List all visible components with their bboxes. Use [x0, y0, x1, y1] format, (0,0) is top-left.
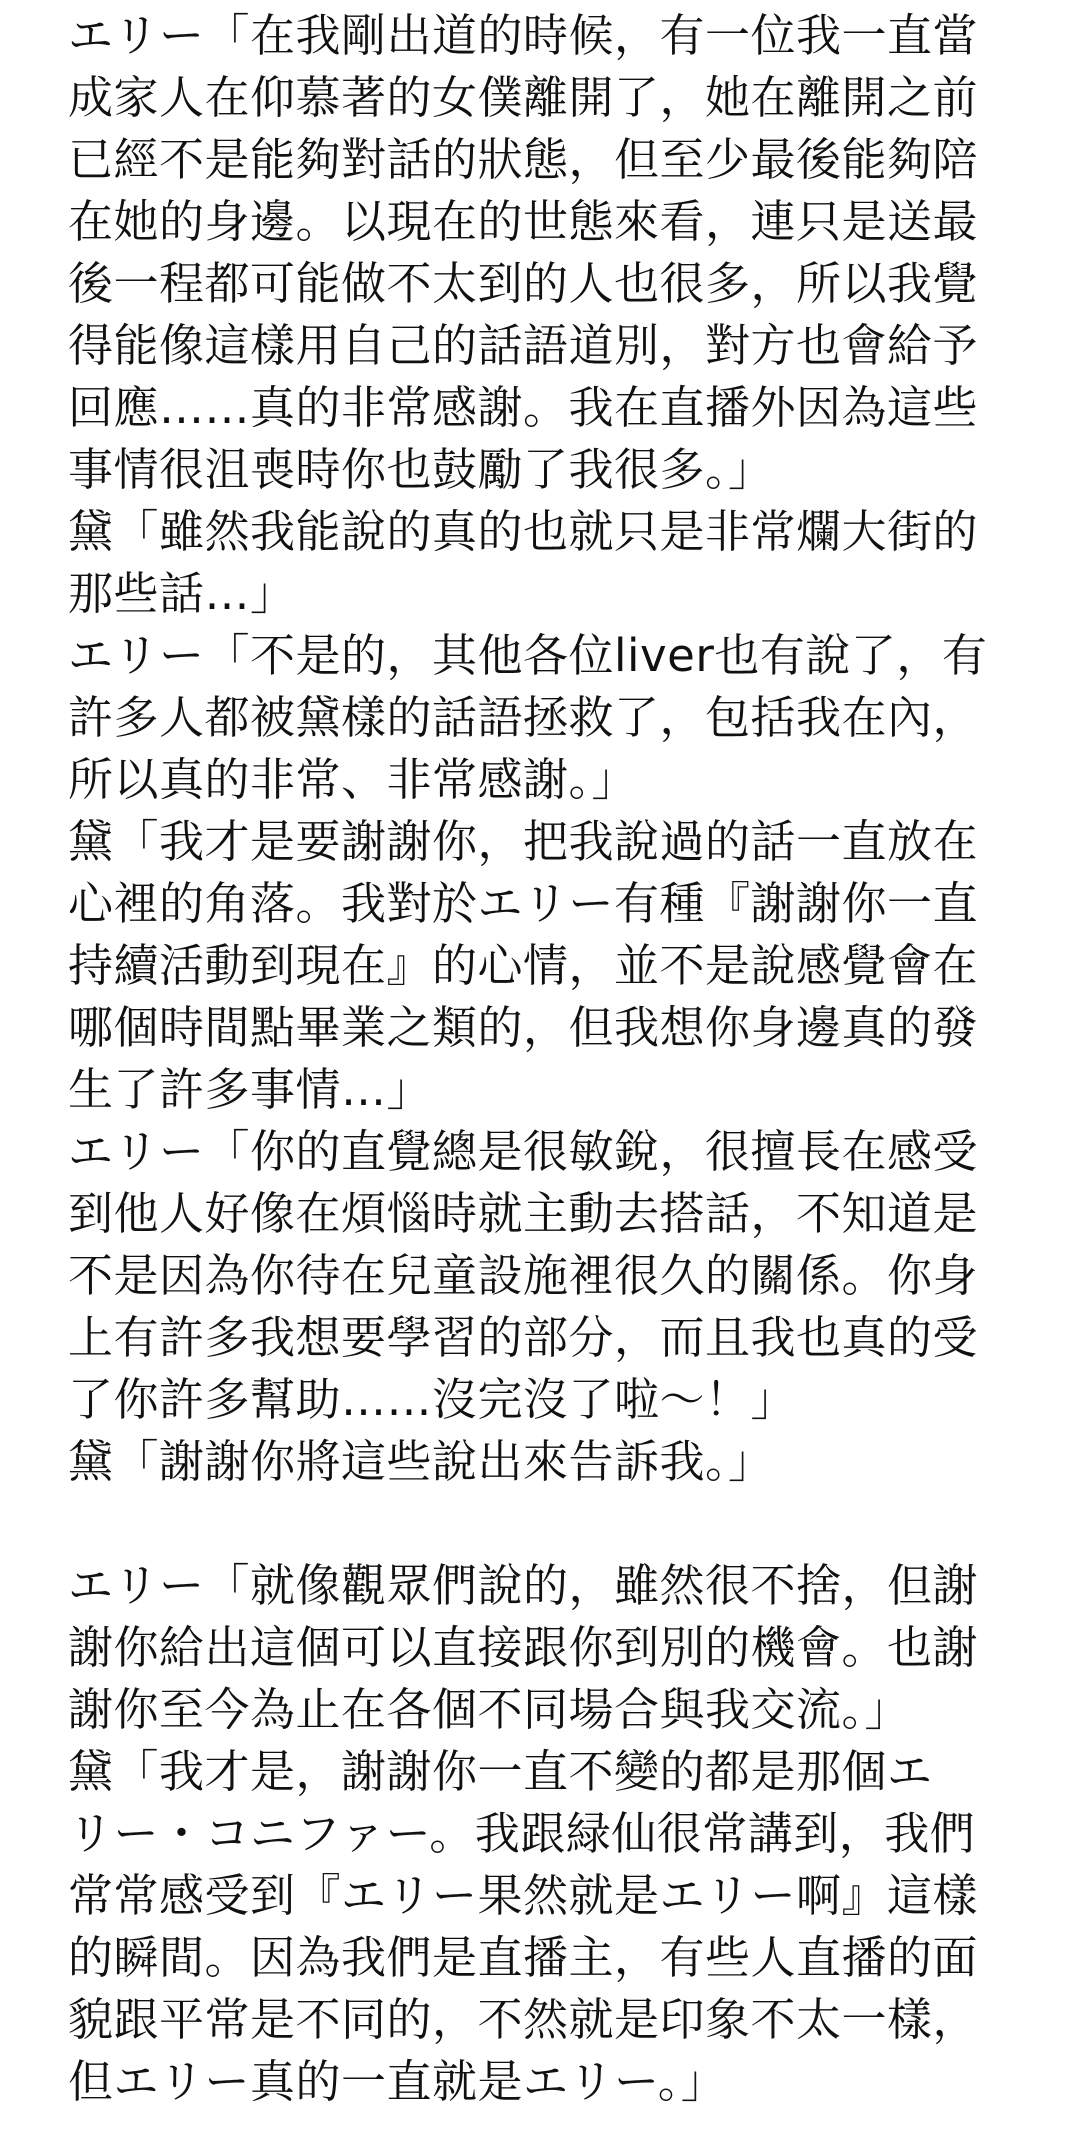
text-line: 成家人在仰慕著的女僕離開了，她在離開之前	[68, 71, 979, 124]
text-line: 常常感受到『エリー果然就是エリー啊』這樣	[68, 1869, 979, 1922]
text-line: 所以真的非常、非常感謝。」	[68, 753, 638, 806]
text-line: 心裡的角落。我對於エリー有種『謝謝你一直	[68, 877, 979, 930]
text-line: 但エリー真的一直就是エリー。」	[68, 2055, 727, 2108]
text-line: 了你許多幫助……沒完沒了啦～！」	[68, 1373, 797, 1426]
text-line: 黛「我才是，謝謝你一直不變的都是那個エ	[68, 1745, 933, 1798]
text-line: 那些話…」	[68, 567, 296, 620]
text-line: エリー「在我剛出道的時候，有一位我一直當	[68, 9, 979, 62]
text-line: 得能像這樣用自己的話語道別，對方也會給予	[68, 319, 979, 372]
text-line: 上有許多我想要學習的部分，而且我也真的受	[68, 1311, 979, 1364]
text-line: 事情很沮喪時你也鼓勵了我很多。」	[68, 443, 774, 496]
text-line: 生了許多事情…」	[68, 1063, 433, 1116]
text-line: 到他人好像在煩惱時就主動去搭話，不知道是	[68, 1187, 979, 1240]
text-line: 已經不是能夠對話的狀態，但至少最後能夠陪	[68, 133, 979, 186]
text-line: エリー「你的直覺總是很敏銳，很擅長在感受	[68, 1125, 979, 1178]
text-line: 黛「謝謝你將這些說出來告訴我。」	[68, 1435, 774, 1488]
text-line: 謝你至今為止在各個不同場合與我交流。」	[68, 1683, 911, 1736]
text-line: エリー「不是的，其他各位liver也有說了，有	[68, 629, 988, 682]
text-line: 謝你給出這個可以直接跟你到別的機會。也謝	[68, 1621, 979, 1674]
text-line: 持續活動到現在』的心情，並不是說感覺會在	[68, 939, 979, 992]
text-line: リー・コニファー。我跟緑仙很常講到，我們	[68, 1807, 976, 1860]
text-line: 的瞬間。因為我們是直播主，有些人直播的面	[68, 1931, 979, 1984]
text-line: 黛「我才是要謝謝你，把我說過的話一直放在	[68, 815, 979, 868]
blank-line	[68, 1493, 1040, 1555]
text-line: 貌跟平常是不同的，不然就是印象不太一樣，	[68, 1993, 979, 2046]
text-line: 許多人都被黛樣的話語拯救了，包括我在內，	[68, 691, 979, 744]
text-line: 哪個時間點畢業之類的，但我想你身邊真的發	[68, 1001, 979, 1054]
text-line: 回應……真的非常感謝。我在直播外因為這些	[68, 381, 979, 434]
text-line: エリー「就像觀眾們說的，雖然很不捨，但謝	[68, 1559, 979, 1612]
text-line: 黛「雖然我能說的真的也就只是非常爛大街的	[68, 505, 979, 558]
text-line: 在她的身邊。以現在的世態來看，連只是送最	[68, 195, 979, 248]
text-line: 不是因為你待在兒童設施裡很久的關係。你身	[68, 1249, 979, 1302]
text-line: 後一程都可能做不太到的人也很多，所以我覺	[68, 257, 979, 310]
